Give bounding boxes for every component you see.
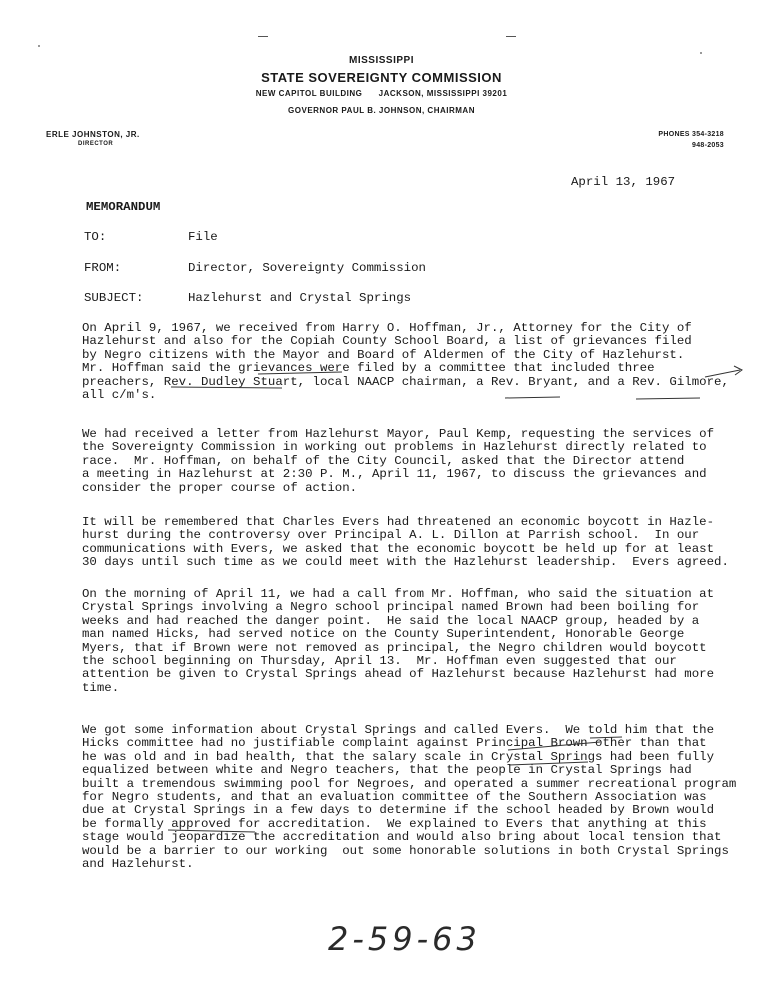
paragraph-line: Crystal Springs involving a Negro school principal named Brown had been boiling for [82,600,700,615]
paragraph-line: attention be given to Crystal Springs ahead of Hazlehurst because Hazlehurst had more [82,667,715,682]
handwritten-number: 2-59-63 [328,920,481,958]
top-dash-right [506,36,516,37]
memo-date: April 13, 1967 [571,175,676,189]
edge-mark-left [38,45,40,47]
from-label: FROM: [84,261,122,275]
phones-line-1: PHONES 354-3218 [658,131,724,138]
paragraph-1 [82,322,742,402]
from-value: Director, Sovereignty Commission [188,261,426,275]
paragraph-line: stage would jeopardize the accreditation and would also bring about local tension that [82,830,722,845]
paragraph-line: 30 days until such time as we could meet with the Hazlehurst leadership. Evers agreed. [82,555,729,570]
letterhead-governor: GOVERNOR PAUL B. JOHNSON, CHAIRMAN [288,106,475,115]
letterhead-address: NEW CAPITOL BUILDING JACKSON, MISSISSIPPI 39201 [255,89,508,98]
letterhead-commission: STATE SOVEREIGNTY COMMISSION [261,70,502,85]
paragraph-line: consider the proper course of action. [82,480,358,495]
paragraph-line: hurst during the controversy over Principal A. L. Dillon at Parrish school. In our [82,528,700,543]
to-label: TO: [84,230,107,244]
paragraph-line: and Hazlehurst. [82,857,194,872]
paragraph-line: due at Crystal Springs in a few days to determine if the school headed by Brown would [82,803,715,818]
phones-line-2: 948-2053 [692,142,724,149]
edge-mark-right [700,52,702,54]
paragraph-4 [82,588,742,695]
subject-label: SUBJECT: [84,291,144,305]
paragraph-line: preachers, Rev. Dudley Stuart, local NAACP chairman, a Rev. Bryant, and a Rev. Gilmore, [82,374,729,389]
paragraph-line: Myers, that if Brown were not removed as principal, the Negro children would boycott [82,640,707,655]
subject-value: Hazlehurst and Crystal Springs [188,291,412,305]
paragraph-line: time. [82,680,120,695]
paragraph-line: On the morning of April 11, we had a call from Mr. Hoffman, who said the situation at [82,587,715,601]
paragraph-line: Hazlehurst and also for the Copiah County School Board, a list of grievances filed [82,334,692,349]
top-dash-left [258,36,268,37]
paragraph-line: On April 9, 1967, we received from Harry O. Hoffman, Jr., Attorney for the City of [82,321,692,335]
paragraph-5 [82,724,742,871]
paragraph-line: communications with Evers, we asked that the economic boycott be held up for at least [82,541,715,556]
paragraph-line: would be a barrier to our working out some honorable solutions in both Crystal Springs [82,843,729,858]
paragraph-line: equalized between white and Negro teachers, that the people in Crystal Springs had [82,763,692,778]
paragraph-line: man named Hicks, had served notice on the County Superintendent, Honorable George [82,627,685,642]
letterhead-state: MISSISSIPPI [349,55,414,66]
paragraph-line: a meeting in Hazlehurst at 2:30 P. M., April 11, 1967, to discuss the grievances and [82,467,707,482]
to-value: File [188,230,218,244]
paragraph-line: all c/m's. [82,388,157,403]
paragraph-line: It will be remembered that Charles Evers had threatened an economic boycott in Hazle- [82,515,715,529]
paragraph-line: Hicks committee had no justifiable complaint against Principal Brown other than that [82,736,707,751]
paragraph-3 [82,516,742,570]
paragraph-line: built a tremendous swimming pool for Negroes, and operated a summer recreational program [82,776,737,791]
paragraph-2 [82,428,742,495]
director-title: DIRECTOR [78,141,114,147]
paragraph-line: We had received a letter from Hazlehurst Mayor, Paul Kemp, requesting the services of [82,427,715,441]
paragraph-line: for Negro students, and that an evaluation committee of the Southern Association was [82,790,707,805]
director-name: ERLE JOHNSTON, JR. [46,130,140,139]
memo-heading: MEMORANDUM [86,200,161,214]
paragraph-line: the Sovereignty Commission in working out problems in Hazlehurst directly related to [82,440,707,455]
paragraph-line: he was old and in bad health, that the salary scale in Crystal Springs had been fully [82,749,715,764]
paragraph-line: by Negro citizens with the Mayor and Board of Aldermen of the City of Hazlehurst. [82,347,685,362]
paragraph-line: the school beginning on Thursday, April 13. Mr. Hoffman even suggested that our [82,654,677,669]
phones-block [632,129,724,151]
paragraph-line: race. Mr. Hoffman, on behalf of the City Council, asked that the Director attend [82,453,685,468]
paragraph-line: be formally approved for accreditation. We explained to Evers that anything at this [82,816,707,831]
paragraph-line: Mr. Hoffman said the grievances were filed by a committee that included three [82,361,655,376]
paragraph-line: weeks and had reached the danger point. He said the local NAACP group, headed by a [82,613,700,628]
paragraph-line: We got some information about Crystal Springs and called Evers. We told him that the [82,723,715,737]
